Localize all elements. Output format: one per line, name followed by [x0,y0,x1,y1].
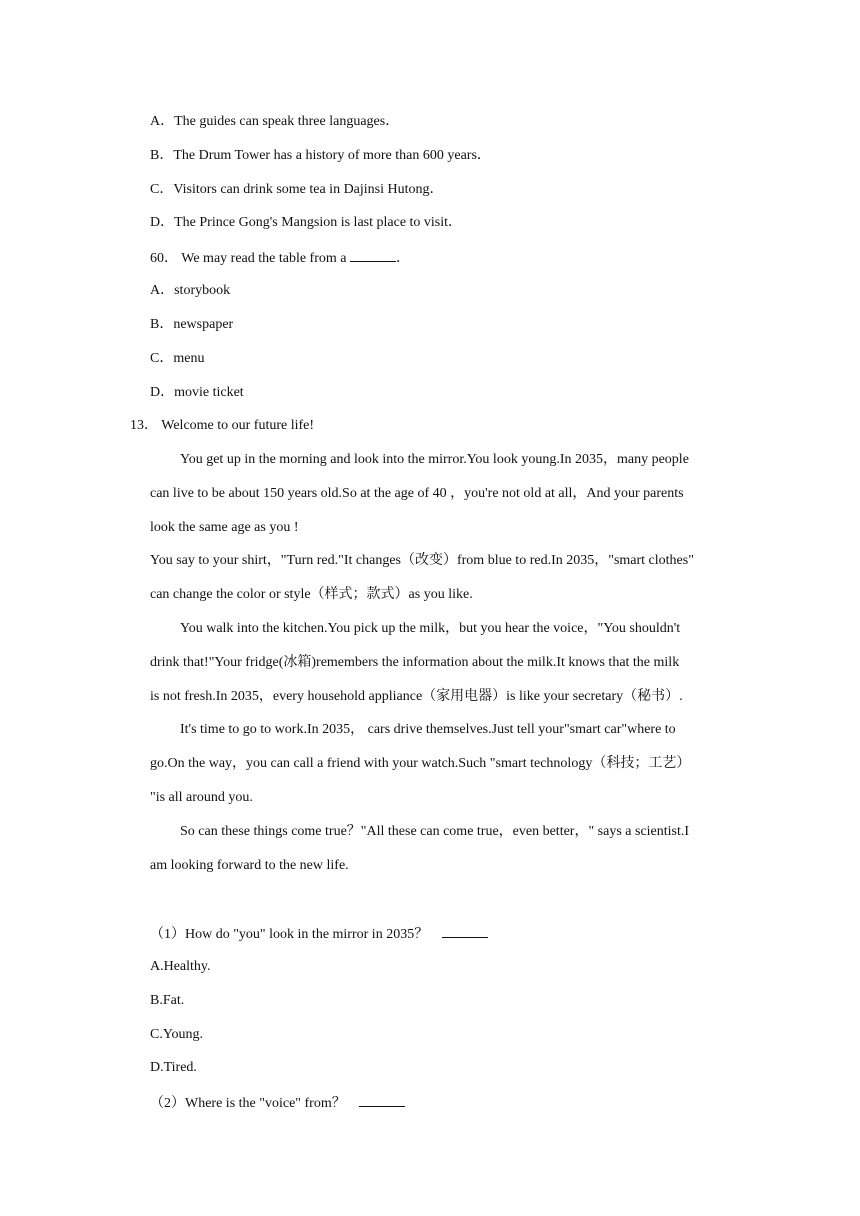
q59-option-b: B．The Drum Tower has a history of more than 600 years． [150,148,491,163]
passage-line: It's time to go to work.In 2035， cars drive themselves.Just tell your"smart car"where to [180,722,676,737]
sub2-answer-blank [359,1093,405,1107]
q60-option-d: D．movie ticket [150,385,244,400]
q60-stem-line [150,248,410,268]
sub1-stem-line [150,924,488,944]
passage-line: look the same age as you ! [150,520,299,535]
q59-option-a: A．The guides can speak three languages． [150,114,400,129]
sub1-option-b: B.Fat. [150,993,185,1008]
passage-line: can live to be about 150 years old.So at the age of 40 ，you're not old at all，And your parents [150,486,684,501]
q60-answer-blank [350,248,396,262]
sub2-stem: （2）Where is the "voice" from？ [150,1096,346,1111]
passage-line: So can these things come true？"All these can come true，even better，" says a scientist.I [180,824,690,839]
q60-option-a: A．storybook [150,283,231,298]
q60-option-b: B．newspaper [150,317,234,332]
passage-line: You walk into the kitchen.You pick up the milk，but you hear the voice，"You shouldn't [180,621,681,636]
sub1-option-a: A.Healthy. [150,959,211,974]
passage-line: go.On the way，you can call a friend with your watch.Such "smart technology（科技；工艺） [150,756,691,771]
sub2-stem-line [150,1093,405,1113]
q60-stem-tail: ． [396,251,410,266]
passage-line: am looking forward to the new life. [150,858,349,873]
q60-stem: 60． We may read the table from a [150,251,347,266]
passage-line: You say to your shirt，"Turn red."It changes（改变）from blue to red.In 2035，"smart clothes" [150,553,694,568]
passage-line: drink that!"Your fridge(冰箱)remembers the information about the milk.It knows that the milk [150,655,680,670]
q59-option-d: D．The Prince Gong's Mangsion is last place to visit． [150,215,463,230]
passage-line: can change the color or style（样式；款式）as you like. [150,587,473,602]
sub1-option-c: C.Young. [150,1027,204,1042]
passage-line: "is all around you. [150,790,253,805]
passage-line: You get up in the morning and look into the mirror.You look young.In 2035，many people [180,452,689,467]
q59-option-c: C．Visitors can drink some tea in Dajinsi Hutong． [150,182,444,197]
q13-heading: 13． Welcome to our future life! [130,418,315,433]
q60-option-c: C．menu [150,351,205,366]
sub1-answer-blank [442,924,488,938]
passage-line: is not fresh.In 2035，every household appliance（家用电器）is like your secretary（秘书）. [150,689,683,704]
sub1-option-d: D.Tired. [150,1060,197,1075]
sub1-stem: （1）How do "you" look in the mirror in 2035？ [150,927,429,942]
